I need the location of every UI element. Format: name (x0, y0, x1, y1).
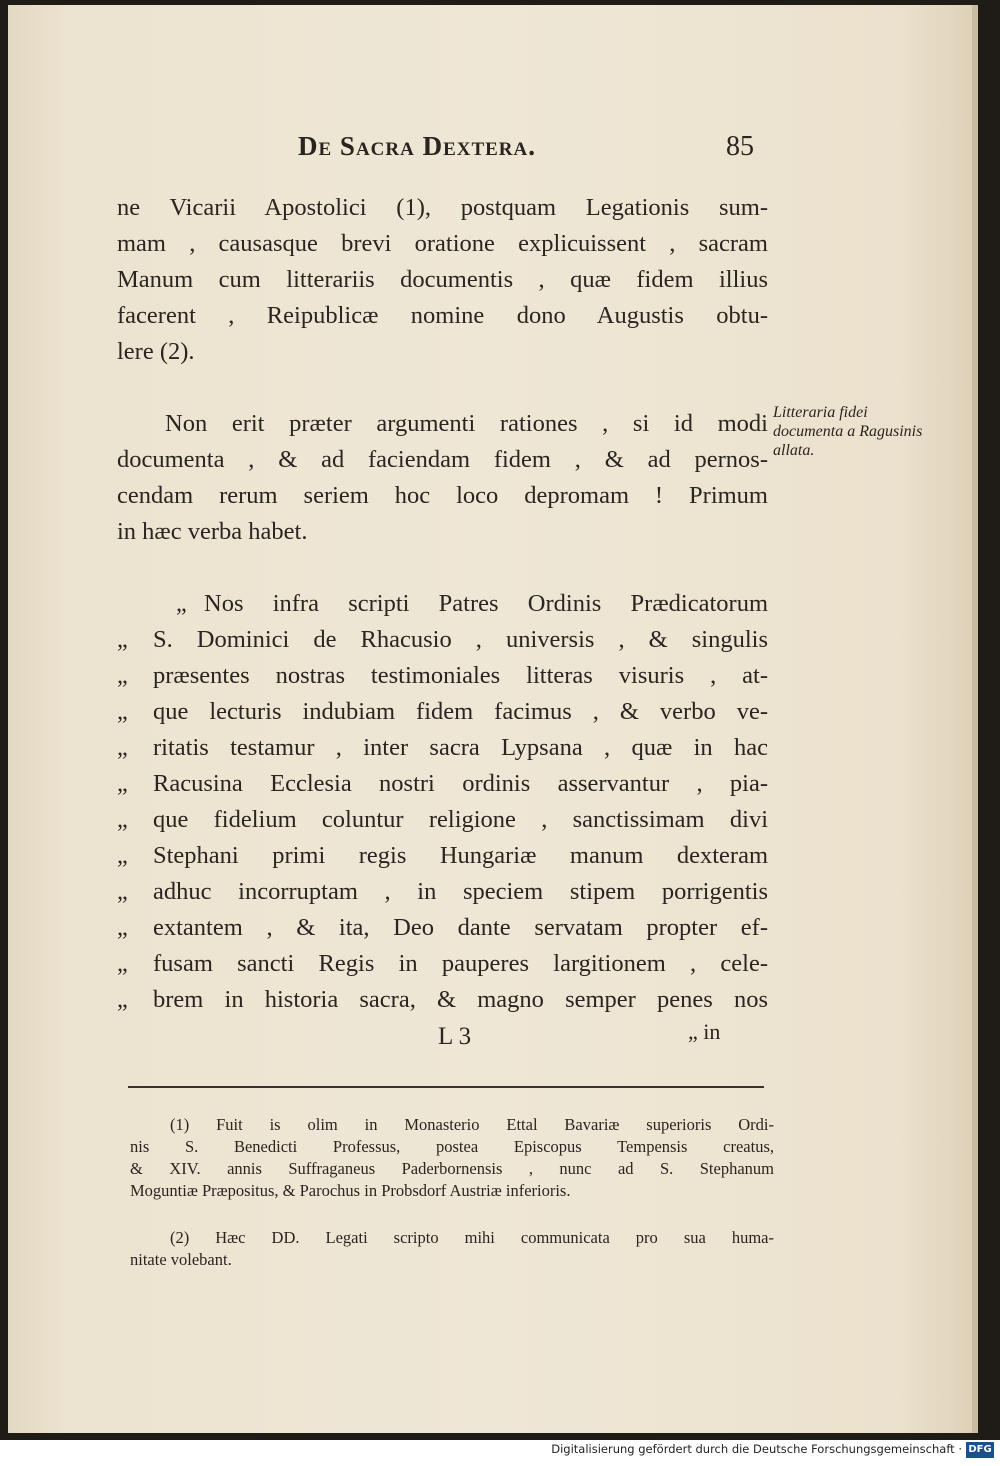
quote-line: Racusina Ecclesia nostri ordinis asservantur , pia- (153, 770, 768, 797)
running-title: De Sacra Dextera. (298, 131, 537, 161)
quote-mark: „ (117, 663, 128, 689)
quote-line: adhuc incorruptam , in speciem stipem porrigentis (153, 878, 768, 905)
text-line: Manum cum litterariis documentis , quæ fidem illius (117, 266, 768, 293)
quote-line: Nos infra scripti Patres Ordinis Prædicatorum (204, 590, 768, 617)
digitization-credit: Digitalisierung gefördert durch die Deutsche Forschungsgemeinschaft · (551, 1442, 962, 1456)
text-line: Non erit præter argumenti rationes , si id modi (165, 410, 768, 437)
quote-line: Stephani primi regis Hungariæ manum dexteram (153, 842, 768, 869)
quote-mark: „ (176, 591, 187, 617)
quote-line: que lecturis indubiam fidem facimus , & verbo ve- (153, 698, 768, 725)
quote-mark: „ (117, 879, 128, 905)
text-line: cendam rerum seriem hoc loco depromam ! Primum (117, 482, 768, 509)
text-line: lere (2). (117, 338, 195, 365)
footnote-rule (128, 1086, 764, 1088)
dfg-logo-icon: DFG (966, 1442, 994, 1458)
footnote-line: (2) Hæc DD. Legati scripto mihi communicata pro sua huma- (170, 1228, 774, 1247)
page-edge (972, 5, 978, 1433)
footnote-line: Moguntiæ Præpositus, & Parochus in Probsdorf Austriæ inferioris. (130, 1181, 571, 1200)
text-line: in hæc verba habet. (117, 518, 308, 545)
quote-line: extantem , & ita, Deo dante servatam propter ef- (153, 914, 768, 941)
quote-mark: „ (117, 843, 128, 869)
signature-mark: L 3 (438, 1023, 472, 1050)
quote-mark: „ (117, 951, 128, 977)
margin-note: Litteraria fidei documenta a Ragusinis allata. (773, 404, 923, 459)
quote-mark: „ (117, 627, 128, 653)
text-line: documenta , & ad faciendam fidem , & ad pernos- (117, 446, 768, 473)
quote-mark: „ (117, 735, 128, 761)
quote-mark: „ (117, 807, 128, 833)
quote-mark: „ (117, 699, 128, 725)
quote-line: que fidelium coluntur religione , sanctissimam divi (153, 806, 768, 833)
quote-mark: „ (117, 915, 128, 941)
quote-mark: „ (117, 771, 128, 797)
quote-line: præsentes nostras testimoniales litteras visuris , at- (153, 662, 768, 689)
quote-line: fusam sancti Regis in pauperes largitionem , cele- (153, 950, 768, 977)
footnote-line: nis S. Benedicti Professus, postea Episcopus Tempensis creatus, (130, 1137, 774, 1156)
footnote-line: & XIV. annis Suffraganeus Paderbornensis , nunc ad S. Stephanum (130, 1159, 774, 1178)
book-page (8, 5, 978, 1433)
text-line: mam , causasque brevi oratione explicuissent , sacram (117, 230, 768, 257)
footnote-line: (1) Fuit is olim in Monasterio Ettal Bavariæ superioris Ordi- (170, 1115, 774, 1134)
quote-line: S. Dominici de Rhacusio , universis , & singulis (153, 626, 768, 653)
quote-mark: „ (117, 987, 128, 1013)
footnote-line: nitate volebant. (130, 1250, 232, 1269)
quote-line: brem in historia sacra, & magno semper penes nos (153, 986, 768, 1013)
catchword: „ in (688, 1019, 721, 1044)
text-line: ne Vicarii Apostolici (1), postquam Legationis sum- (117, 194, 768, 221)
quote-line: ritatis testamur , inter sacra Lypsana , quæ in hac (153, 734, 768, 761)
page-number: 85 (726, 131, 754, 162)
text-line: facerent , Reipublicæ nomine dono Augustis obtu- (117, 302, 768, 329)
